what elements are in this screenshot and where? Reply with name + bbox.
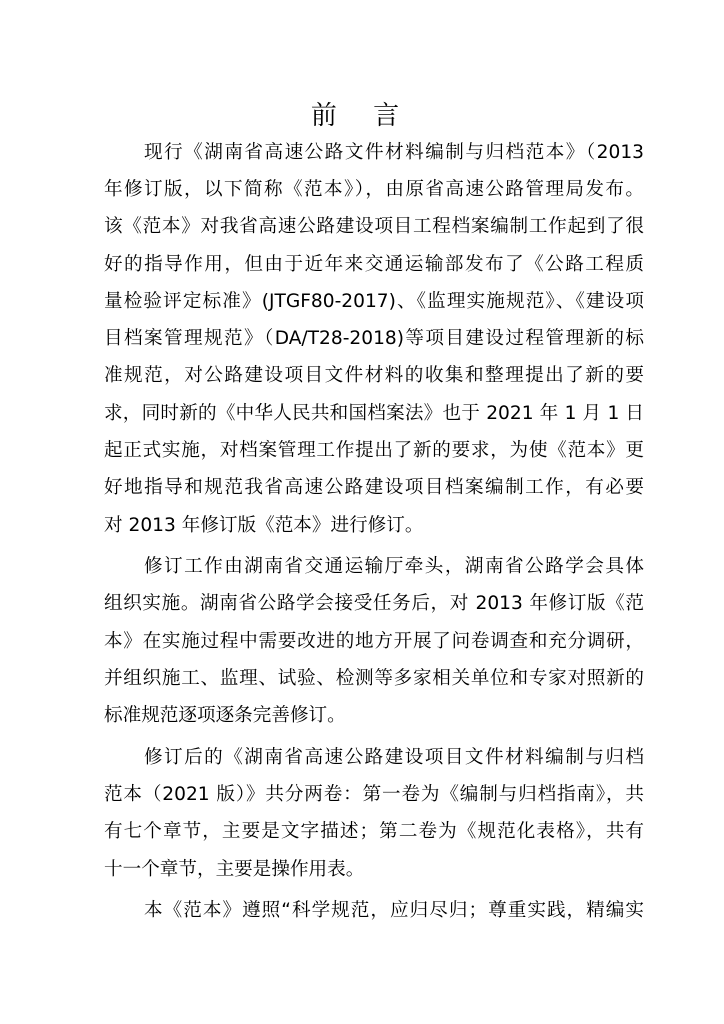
paragraph-line: 对 2013 年修订版《范本》进行修订。 (104, 515, 424, 536)
paragraph-line: 起正式实施，对档案管理工作提出了新的要求，为使《范本》更 (104, 440, 644, 461)
paragraph-line: 年修订版，以下简称《范本》），由原省高速公路管理局发布。 (104, 179, 644, 200)
paragraph-line: 现行《湖南省高速公路文件材料编制与归档范本》（2013 (144, 142, 644, 163)
paragraph-line: 量检验评定标准》(JTGF80-2017)、《监理实施规范》、《建设项 (104, 291, 644, 312)
paragraph-line: 标准规范逐项逐条完善修订。 (104, 705, 346, 726)
paragraph-line: 修订后的《湖南省高速公路建设项目文件材料编制与归档 (144, 747, 644, 768)
paragraph-line: 十一个章节，主要是操作用表。 (104, 859, 365, 880)
paragraph-line: 目档案管理规范》（DA/T28-2018)等项目建设过程管理新的标 (104, 328, 644, 349)
paragraph-line: 并组织施工、监理、试验、检测等多家相关单位和专家对照新的 (104, 668, 644, 689)
page-title: 前 言 (310, 101, 414, 131)
paragraph-line: 本《范本》遵照“科学规范，应归尽归；尊重实践，精编实 (144, 900, 644, 921)
paragraph-line: 范本（2021 版）》共分两卷：第一卷为《编制与归档指南》，共 (104, 784, 644, 805)
paragraph-line: 求，同时新的《中华人民共和国档案法》也于 2021 年 1 月 1 日 (104, 403, 644, 424)
paragraph-line: 本》在实施过程中需要改进的地方开展了问卷调查和充分调研， (104, 631, 644, 652)
paragraph-line: 有七个章节，主要是文字描述；第二卷为《规范化表格》，共有 (104, 821, 644, 842)
paragraph-line: 组织实施。湖南省公路学会接受任务后，对 2013 年修订版《范 (104, 593, 644, 614)
paragraph-line: 好地指导和规范我省高速公路建设项目档案编制工作，有必要 (104, 477, 644, 498)
paragraph-line: 准规范，对公路建设项目文件材料的收集和整理提出了新的要 (104, 365, 644, 386)
paragraph-line: 该《范本》对我省高速公路建设项目工程档案编制工作起到了很 (104, 216, 644, 237)
paragraph-line: 修订工作由湖南省交通运输厅牵头，湖南省公路学会具体 (144, 556, 644, 577)
paragraph-line: 好的指导作用，但由于近年来交通运输部发布了《公路工程质 (104, 254, 644, 275)
